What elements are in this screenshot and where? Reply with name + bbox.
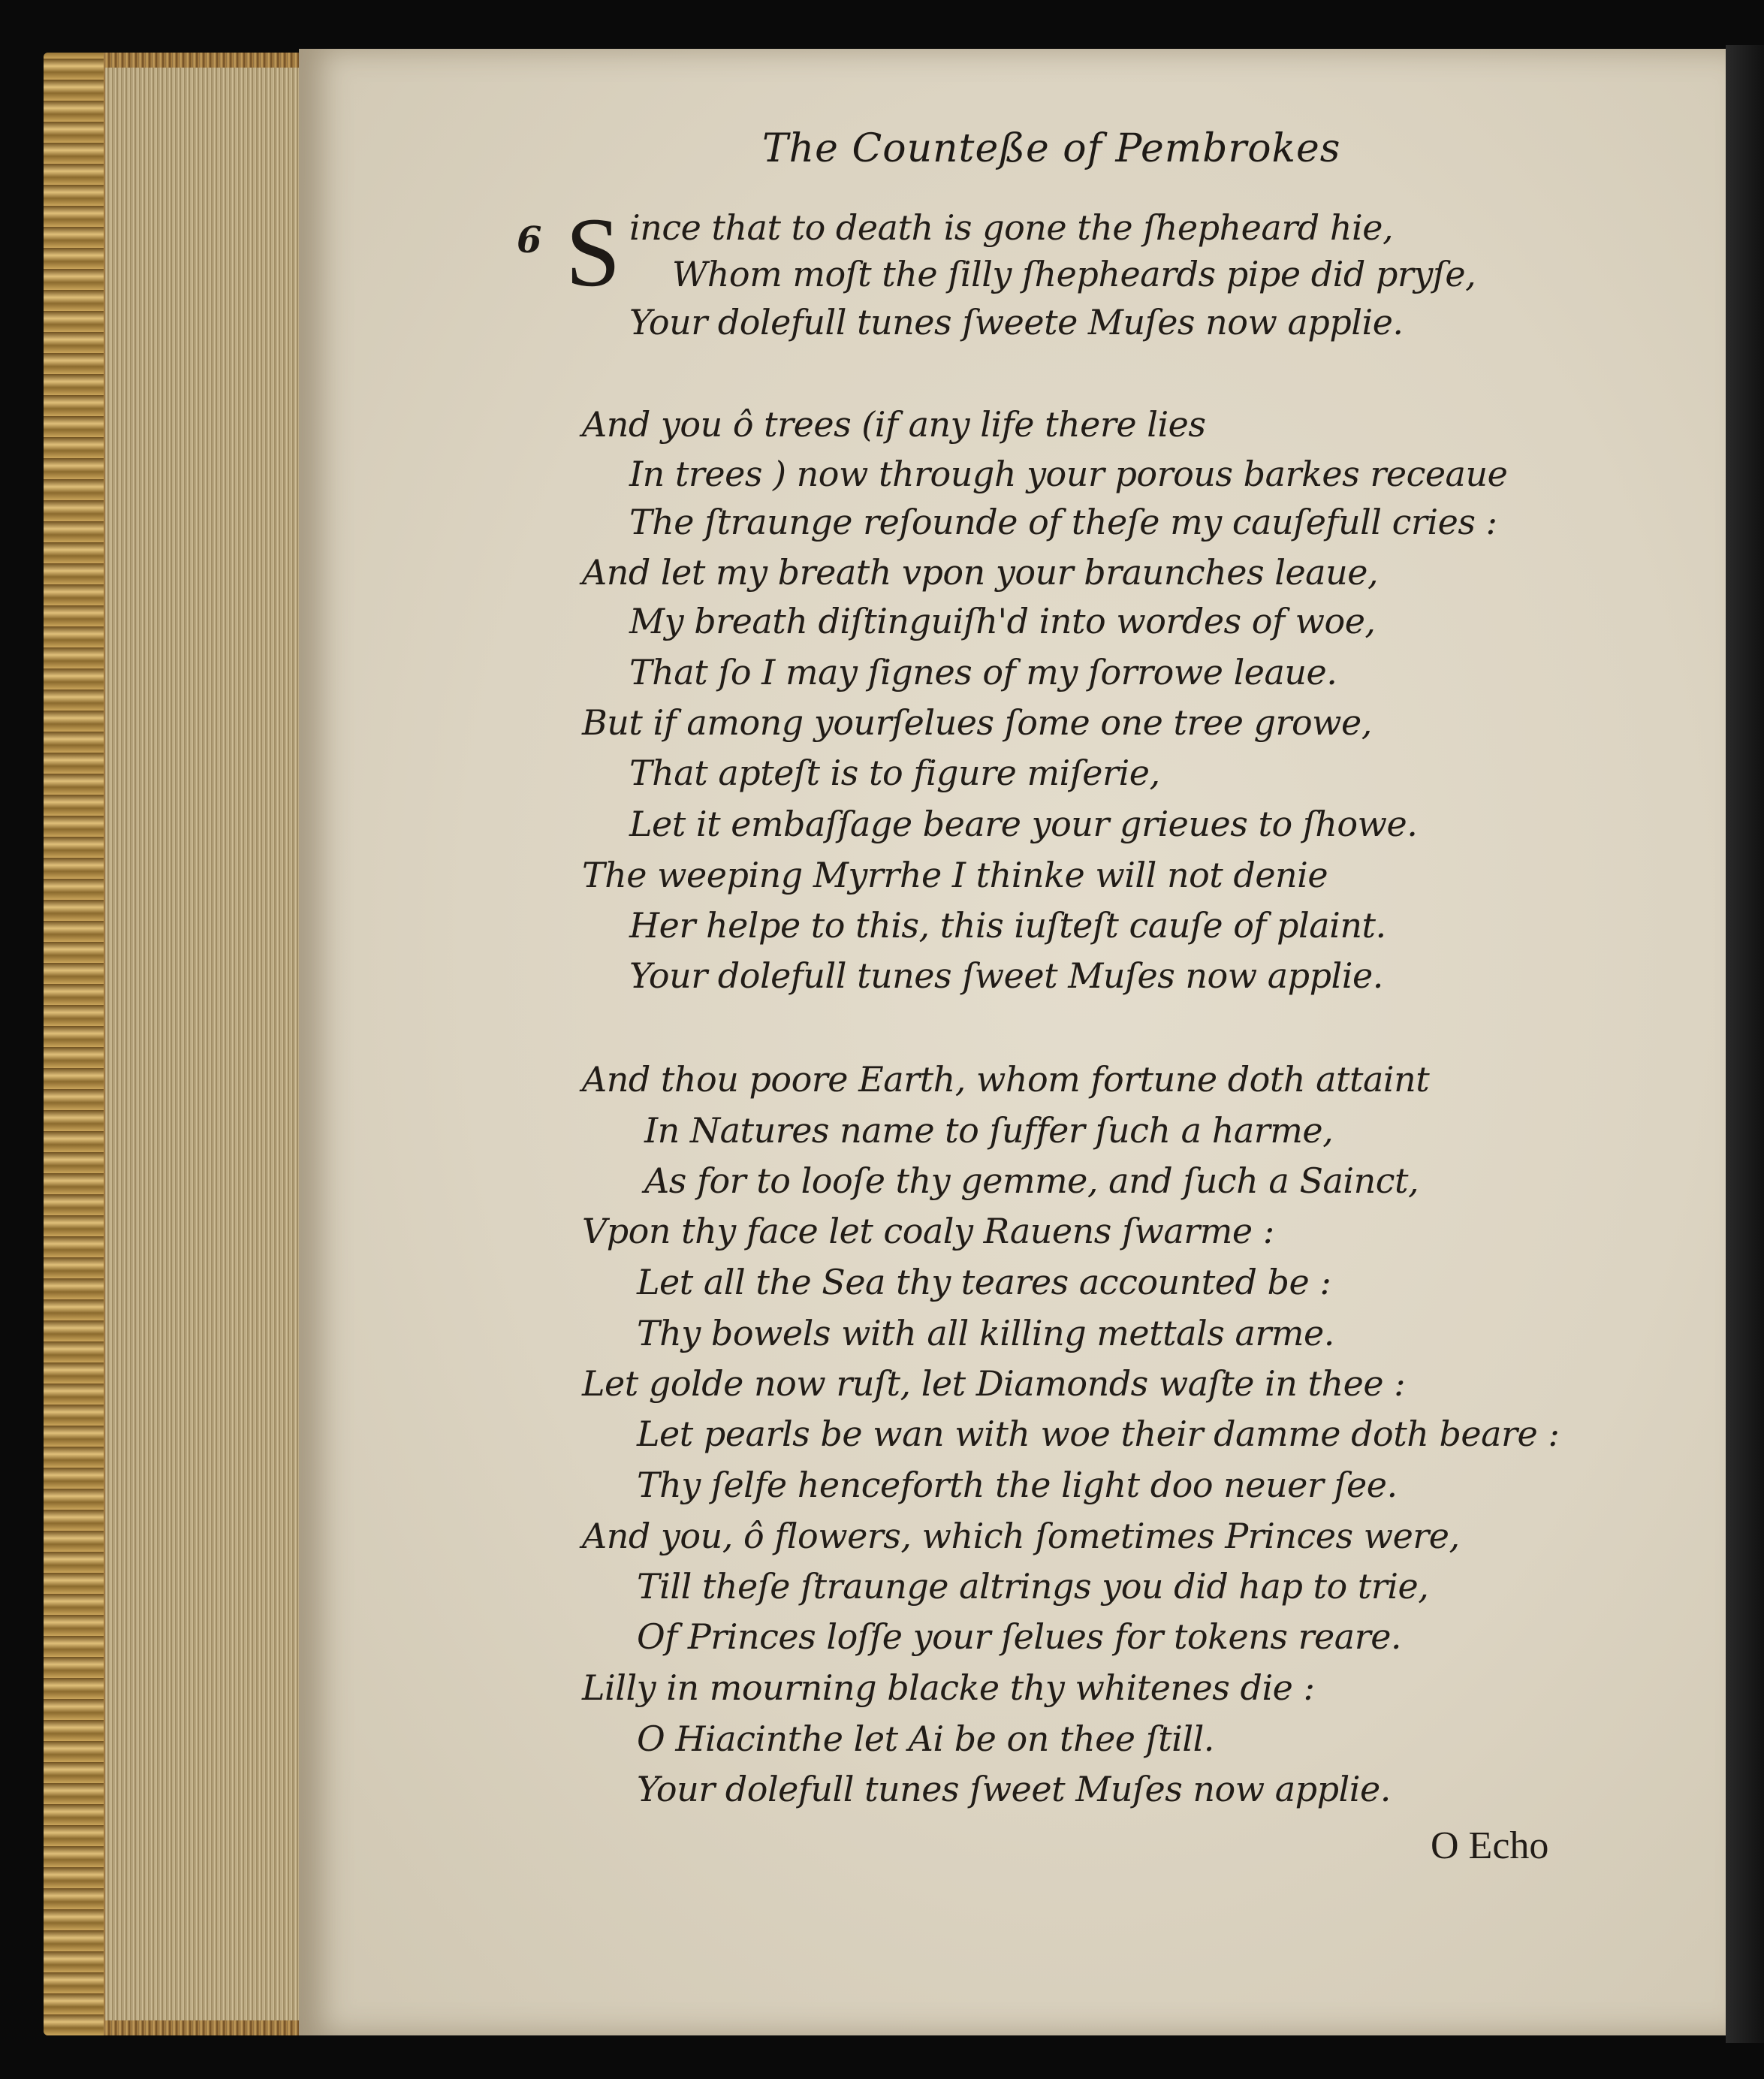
poem-line: And thou poore Earth, whom fortune doth attaint [582, 1059, 1430, 1100]
poem-line: But if among yourſelues ſome one tree growe, [582, 702, 1372, 743]
facing-page-edge [1726, 45, 1764, 2043]
gilt-border [44, 53, 104, 2035]
poem-line: ince that to death is gone the ſhepheard hie, [629, 207, 1394, 248]
running-header: The Counteße of Pembrokes [762, 126, 1341, 171]
poem-line: And let my breath vpon your braunches leaue, [582, 552, 1379, 593]
catchword: O Echo [1431, 1824, 1549, 1867]
stanza-number: 6 [517, 219, 542, 261]
poem-line: Thy bowels with all killing mettals arme. [637, 1313, 1334, 1353]
poem-line: Vpon thy face let coaly Rauens ſwarme : [582, 1211, 1274, 1251]
poem-line: Your dolefull tunes ſweete Muſes now applie. [629, 302, 1404, 342]
poem-line: That apteſt is to figure miſerie, [629, 753, 1160, 793]
poem-line: The weeping Myrrhe I thinke will not denie [582, 855, 1328, 895]
poem-line: Thy ſelfe henceforth the light doo neuer ſee. [637, 1465, 1398, 1505]
poem-line: Whom moſt the ſilly ſhepheards pipe did pryſe, [672, 254, 1476, 294]
poem-line: Till theſe ſtraunge altrings you did hap to trie, [637, 1566, 1429, 1607]
poem-line: And you ô trees (if any life there lies [582, 404, 1206, 445]
poem-line: O Hiacinthe let Ai be on thee ſtill. [637, 1718, 1214, 1759]
poem-line: Let golde now ruſt, let Diamonds waſte in thee : [582, 1363, 1406, 1404]
poem-line: Lilly in mourning blacke thy whitenes die : [582, 1667, 1315, 1708]
poem-line: In Natures name to ſuffer ſuch a harme, [644, 1110, 1334, 1151]
poem-line: And you, ô flowers, which ſometimes Princes were, [582, 1516, 1460, 1556]
poem-line: As for to looſe thy gemme, and ſuch a Sainct, [644, 1160, 1419, 1201]
poem-line: That ſo I may ſignes of my ſorrowe leaue. [629, 652, 1337, 692]
poem-line: Let it embaſſage beare your grieues to ſhowe. [629, 804, 1418, 844]
poem-line: Of Princes loſſe your ſelues for tokens reare. [637, 1616, 1402, 1657]
drop-capital: S [565, 197, 621, 307]
poem-line: My breath diſtinguiſh'd into wordes of woe, [629, 601, 1376, 641]
poem-line: Your dolefull tunes ſweet Muſes now applie. [637, 1769, 1391, 1809]
poem-line: Her helpe to this, this iuſteſt cauſe of plaint. [629, 905, 1386, 946]
poem-line: Let pearls be wan with woe their damme doth beare : [637, 1414, 1560, 1454]
page-stack [105, 68, 299, 2020]
poem-line: Your dolefull tunes ſweet Muſes now applie. [629, 955, 1383, 996]
poem-line: Let all the Sea thy teares accounted be : [637, 1262, 1331, 1302]
poem-line: The ſtraunge reſounde of theſe my cauſefull cries : [629, 502, 1497, 542]
poem-line: In trees ) now through your porous barkes receaue [629, 454, 1508, 494]
